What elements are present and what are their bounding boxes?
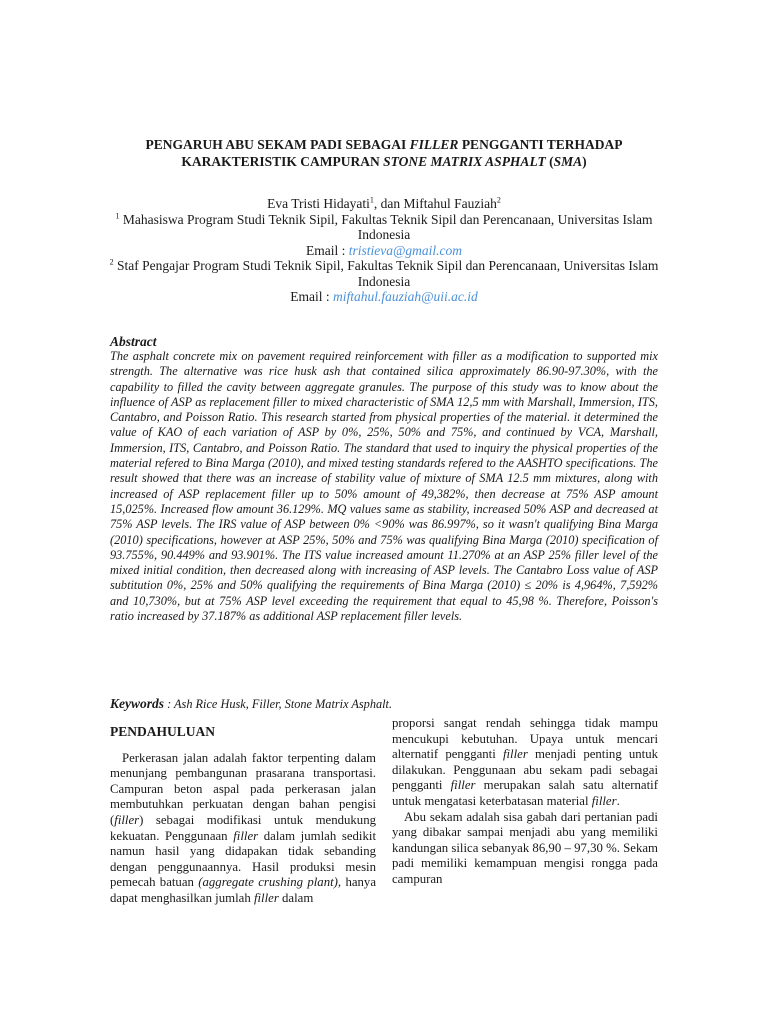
intro-paragraph-1-cont: proporsi sangat rendah sehingga tidak mampu mencukupi kebutuhan. Upaya untuk mencari alternatif pengganti filler menjadi penting untuk dilakukan. Penggunaan abu sekam padi sebagai pengganti filler merupakan salah satu alternatif untuk mengatasi keterbatasan material filler. [392,716,659,808]
section-heading: PENDAHULUAN [110,724,216,739]
email-line-1: Email : tristieva@gmail.com [305,242,463,258]
abstract-body [110,349,658,624]
email-line-2: Email : miftahul.fauziah@uii.ac.id [290,289,478,304]
author-block [90,196,678,305]
intro-paragraph-2: Abu sekam adalah sisa gabah dari pertanian padi yang dibakar sampai menjadi abu yang memiliki kandungan silica sebanyak 86,90 – 97,30 %. Sekam padi memiliki kemampuan mengisi rongga pada campuran [392,809,658,886]
author-names: Eva Tristi Hidayati$^1$, dan Miftahul Fauziah$^2$ [267,195,501,211]
intro-paragraph-1: Perkerasan jalan adalah faktor terpenting dalam menunjang pembangunan prasarana transportasi. Campuran beton aspal pada perkerasan jalan membutuhkan perkuatan dengan bahan pengisi (filler) sebagai modifikasi untuk mendukung kekuatan. Penggunaan filler dalam jumlah sedikit namun hasil yang didapakan tidak sebanding dengan penggunaannya. Hasil produksi mesin pemecah batuan (aggregate crushing plant), hanya dapat menghasilkan jumlah filler dalam [110,750,376,905]
keywords-line: Keywords : Ash Rice Husk, Filler, Stone Matrix Asphalt. [110,696,393,711]
affiliation-1: $^1$ Mahasiswa Program Studi Teknik Sipil, Fakultas Teknik Sipil dan Perencanaan, Universitas Islam Indonesia [115,211,653,242]
paper-title [80,136,688,170]
email-link-2[interactable]: miftahul.fauziah@uii.ac.id [332,289,478,304]
abstract-heading: Abstract [110,334,157,349]
abstract-text: The asphalt concrete mix on pavement required reinforcement with filler as a modification to supported mix strength. The alternative was rice husk ash that contained silica approximately 86.90-97.30%, with the capability to filled the cavity between aggregate granules. The purpose of this study was to know about the influence of ASP as replacement filler to mixed characteristic of SMA 12,5 mm with Marshall, Immersion, ITS, Cantabro, and Poisson Ratio. This research started from physical properties of the material. it determined the value of KAO of each variation of ASP by 0%, 25%, 50% and 75%, and continued by VCA, Marshall, Immersion, ITS, Cantabro, and Poisson Ratio. The standard that used to inquiry the physical properties of the material refered to Bina Marga (2010), and mixed testing standards refered to the AASHTO specifications. The result showed that there was an increase of stability value of mixture of SMA 12.5 mm mixtures, along with increased of ASP replacement filler up to 50% amount of 49,382%, then decrease at 75% ASP amount 15,025%. Increased flow amount 36.129%. MQ values same as stability, increased 50% ASP and decreased at 75% ASP levels. The IRS value of ASP between 0% <90% was 86.997%, so it wasn't qualifying Bina Marga (2010) specifications, however at ASP 25%, 50% and 75% was qualifying Bina Marga (2010) specification of 93.755%, 90.449% and 93.901%. The ITS value increased amount 11.270% at an ASP 25% filler level of the mixed initial condition, then decreased along with increasing of ASP levels. The Cantabro Loss value of ASP subtitution 0%, 25% and 50% qualifying the requirements of Bina Marga (2010) ≤ 20% is 4,964%, 7,592% and 10,730%, but at 75% ASP level exceeding the requirement that equal to 45,98 %. Therefore, Poisson's ratio increased by 37.187% as additional ASP replacement filler levels. [110,349,658,624]
affiliation-2: $^2$ Staf Pengajar Program Studi Teknik Sipil, Fakultas Teknik Sipil dan Perencanaan, Universitas Islam Indonesia [109,257,659,289]
left-column [110,724,376,907]
title-line-1: PENGARUH ABU SEKAM PADI SEBAGAI FILLER PENGGANTI TERHADAP [145,137,623,152]
email-link-1[interactable]: tristieva@gmail.com [348,242,463,258]
right-column [392,716,658,888]
title-line-2: KARAKTERISTIK CAMPURAN STONE MATRIX ASPHALT (SMA) [181,154,587,169]
